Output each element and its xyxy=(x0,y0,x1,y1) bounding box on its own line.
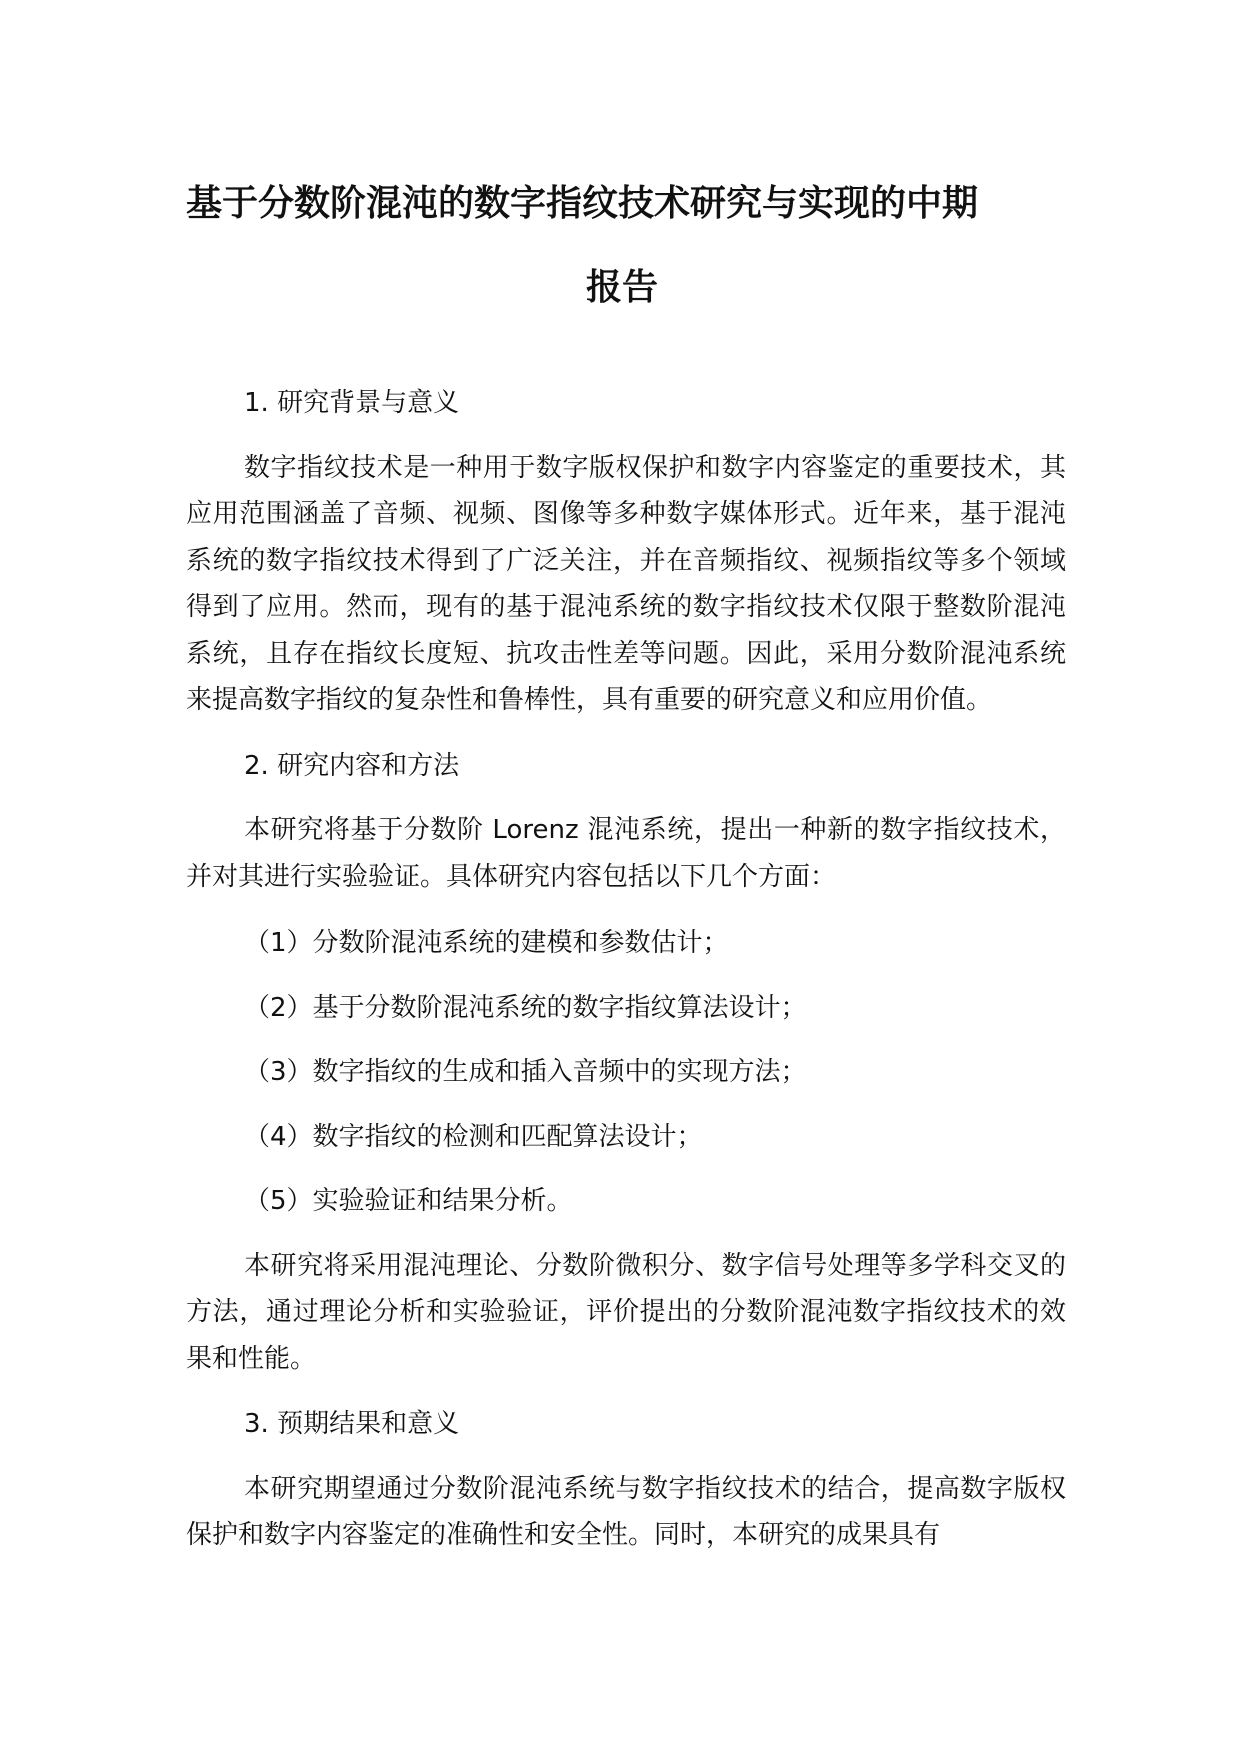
section-1-paragraph: 数字指纹技术是一种用于数字版权保护和数字内容鉴定的重要技术，其应用范围涵盖了音频、视频、图像等多种数字媒体形式。近年来，基于混沌系统的数字指纹技术得到了广泛关注，并在音频指纹、视频指纹等多个领域得到了应用。然而，现有的基于混沌系统的数字指纹技术仅限于整数阶混沌系统，且存在指纹长度短、抗攻击性差等问题。因此，采用分数阶混沌系统来提高数字指纹的复杂性和鲁棒性，具有重要的研究意义和应用价值。 xyxy=(186,452,1066,715)
section-2-intro: 本研究将基于分数阶 Lorenz 混沌系统，提出一种新的数字指纹技术，并对其进行实验验证。具体研究内容包括以下几个方面： xyxy=(186,815,1066,892)
list-item: （4）数字指纹的检测和匹配算法设计； xyxy=(244,1121,703,1152)
list-item: （1）分数阶混沌系统的建模和参数估计； xyxy=(244,928,729,958)
document-body xyxy=(186,380,1066,1559)
document-title-line-1: 基于分数阶混沌的数字指纹技术研究与实现的中期 xyxy=(186,183,979,224)
list-item: （3）数字指纹的生成和插入音频中的实现方法； xyxy=(244,1057,807,1087)
section-3-paragraph: 本研究期望通过分数阶混沌系统与数字指纹技术的结合，提高数字版权保护和数字内容鉴定的准确性和安全性。同时，本研究的成果具有 xyxy=(186,1473,1066,1550)
document-title-line-2: 报告 xyxy=(586,267,659,308)
section-2-conclusion: 本研究将采用混沌理论、分数阶微积分、数字信号处理等多学科交叉的方法，通过理论分析和实验验证，评价提出的分数阶混沌数字指纹技术的效果和性能。 xyxy=(186,1250,1066,1374)
list-item: （2）基于分数阶混沌系统的数字指纹算法设计； xyxy=(244,992,807,1023)
section-2-heading: 2. 研究内容和方法 xyxy=(244,750,460,781)
list-item: （5）实验验证和结果分析。 xyxy=(244,1186,573,1216)
section-3-heading: 3. 预期结果和意义 xyxy=(244,1409,460,1439)
section-1-heading: 1. 研究背景与意义 xyxy=(244,388,460,418)
